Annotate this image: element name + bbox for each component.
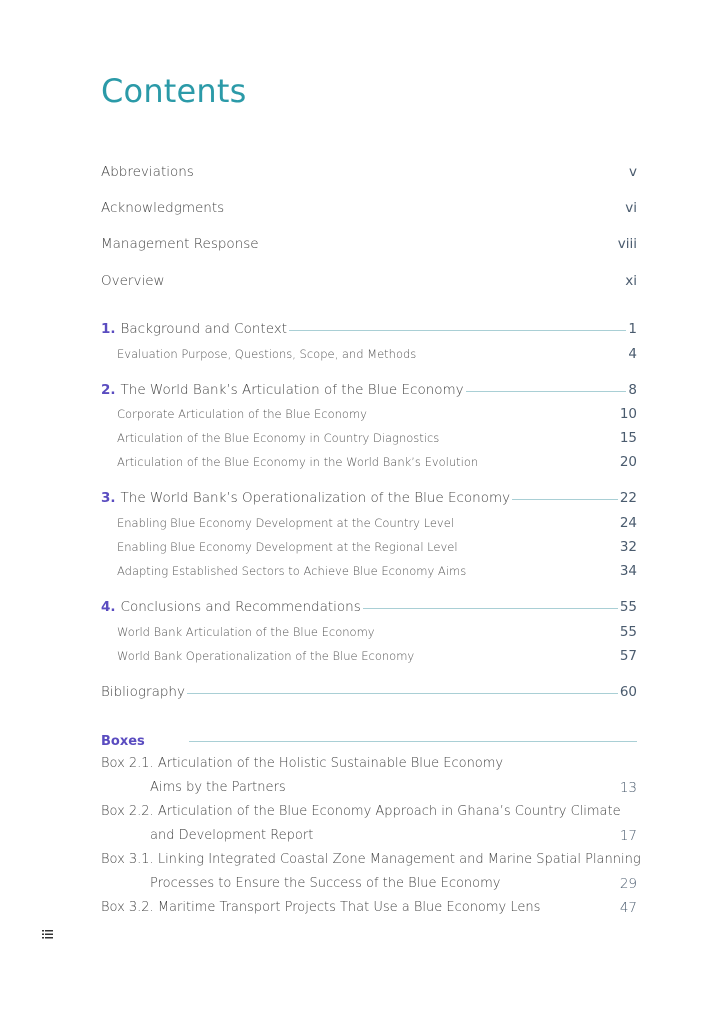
toc-entry-abbreviations[interactable]: [101, 161, 637, 183]
toc-page-number: 29: [619, 876, 637, 892]
toc-section[interactable]: [117, 343, 637, 365]
toc-page-number: vi: [625, 200, 637, 216]
toc-section[interactable]: [117, 536, 637, 558]
box-title-line1: Box 3.2. Maritime Transport Projects That Use a Blue Economy Lens: [101, 900, 541, 915]
chapter-title: Background and Context: [120, 321, 288, 337]
toc-section[interactable]: [117, 427, 637, 449]
toc-section[interactable]: [117, 645, 637, 667]
chapter-number: 2.: [101, 382, 116, 398]
toc-entry-acknowledgments[interactable]: [101, 197, 637, 219]
toc-page-number: xi: [625, 273, 637, 289]
section-title: Articulation of the Blue Economy in Country Diagnostics: [117, 431, 440, 445]
toc-page-number: 24: [619, 515, 637, 531]
section-title: Corporate Articulation of the Blue Economy: [117, 407, 367, 421]
leader-line: [363, 608, 618, 609]
toc-page-number: 47: [619, 900, 637, 916]
chapter-title: Conclusions and Recommendations: [120, 599, 361, 615]
section-title: World Bank Articulation of the Blue Economy: [117, 625, 375, 639]
toc-page-number: 4: [628, 346, 637, 362]
toc-entry-label: Bibliography: [101, 684, 185, 700]
leader-line: [512, 499, 618, 500]
toc-entry-label: Overview: [101, 273, 165, 289]
toc-section[interactable]: [117, 560, 637, 582]
toc-page-number: 34: [619, 563, 637, 579]
chapter-number: 4.: [101, 599, 116, 615]
box-title-line2: Processes to Ensure the Success of the Blue Economy: [150, 876, 501, 891]
toc-page-number: 60: [619, 684, 637, 700]
toc-page-number: 32: [619, 539, 637, 555]
box-entry[interactable]: [101, 756, 641, 796]
toc-entry-bibliography[interactable]: [101, 681, 637, 703]
box-title-line1: Box 3.1. Linking Integrated Coastal Zone Management and Marine Spatial Planning: [101, 852, 641, 867]
section-title: World Bank Operationalization of the Blue Economy: [117, 649, 415, 663]
box-title-line1: Box 2.1. Articulation of the Holistic Sustainable Blue Economy: [101, 756, 504, 771]
toc-page-number: 55: [619, 599, 637, 615]
toc-page-number: viii: [617, 236, 637, 252]
divider: [189, 741, 637, 742]
toc-page-number: 8: [628, 382, 637, 398]
page-title: Contents: [101, 72, 247, 110]
list-icon[interactable]: [42, 930, 53, 942]
box-entry[interactable]: [101, 804, 641, 844]
toc-chapter-3[interactable]: [101, 487, 637, 509]
toc-entry-management-response[interactable]: [101, 233, 637, 255]
toc-entry-label: Abbreviations: [101, 164, 194, 180]
toc-page-number: v: [629, 164, 637, 180]
toc-section[interactable]: [117, 451, 637, 473]
box-entry[interactable]: [101, 852, 641, 892]
toc-page-number: 57: [619, 648, 637, 664]
section-title: Enabling Blue Economy Development at the Regional Level: [117, 540, 458, 554]
chapter-number: 1.: [101, 321, 116, 337]
leader-line: [466, 391, 627, 392]
section-title: Enabling Blue Economy Development at the Country Level: [117, 516, 455, 530]
toc-page-number: 17: [619, 828, 637, 844]
toc-section[interactable]: [117, 512, 637, 534]
toc-chapter-4[interactable]: [101, 596, 637, 618]
chapter-title: The World Bank’s Articulation of the Blue Economy: [120, 382, 464, 398]
toc-page-number: 13: [619, 780, 637, 796]
toc-page-number: 15: [619, 430, 637, 446]
toc-section[interactable]: [117, 621, 637, 643]
toc-page-number: 20: [619, 454, 637, 470]
toc-entry-label: Acknowledgments: [101, 200, 225, 216]
toc-entry-overview[interactable]: [101, 270, 637, 292]
section-title: Evaluation Purpose, Questions, Scope, and Methods: [117, 347, 417, 361]
toc-page-number: 55: [619, 624, 637, 640]
toc-page-number: 22: [619, 490, 637, 506]
boxes-heading: [101, 733, 637, 749]
toc-entry-label: Management Response: [101, 236, 259, 252]
toc-page-number: 1: [628, 321, 637, 337]
box-entry[interactable]: [101, 900, 641, 915]
chapter-number: 3.: [101, 490, 116, 506]
leader-line: [187, 693, 618, 694]
chapter-title: The World Bank’s Operationalization of the Blue Economy: [120, 490, 511, 506]
section-title: Adapting Established Sectors to Achieve Blue Economy Aims: [117, 564, 467, 578]
boxes-heading-label: Boxes: [101, 733, 145, 749]
box-title-line1: Box 2.2. Articulation of the Blue Economy Approach in Ghana’s Country Climate: [101, 804, 621, 819]
toc-chapter-1[interactable]: [101, 318, 637, 340]
section-title: Articulation of the Blue Economy in the World Bank’s Evolution: [117, 455, 479, 469]
box-title-line2: Aims by the Partners: [150, 780, 286, 795]
leader-line: [289, 330, 626, 331]
toc-page-number: 10: [619, 406, 637, 422]
toc-section[interactable]: [117, 403, 637, 425]
toc-chapter-2[interactable]: [101, 379, 637, 401]
box-title-line2: and Development Report: [150, 828, 314, 843]
